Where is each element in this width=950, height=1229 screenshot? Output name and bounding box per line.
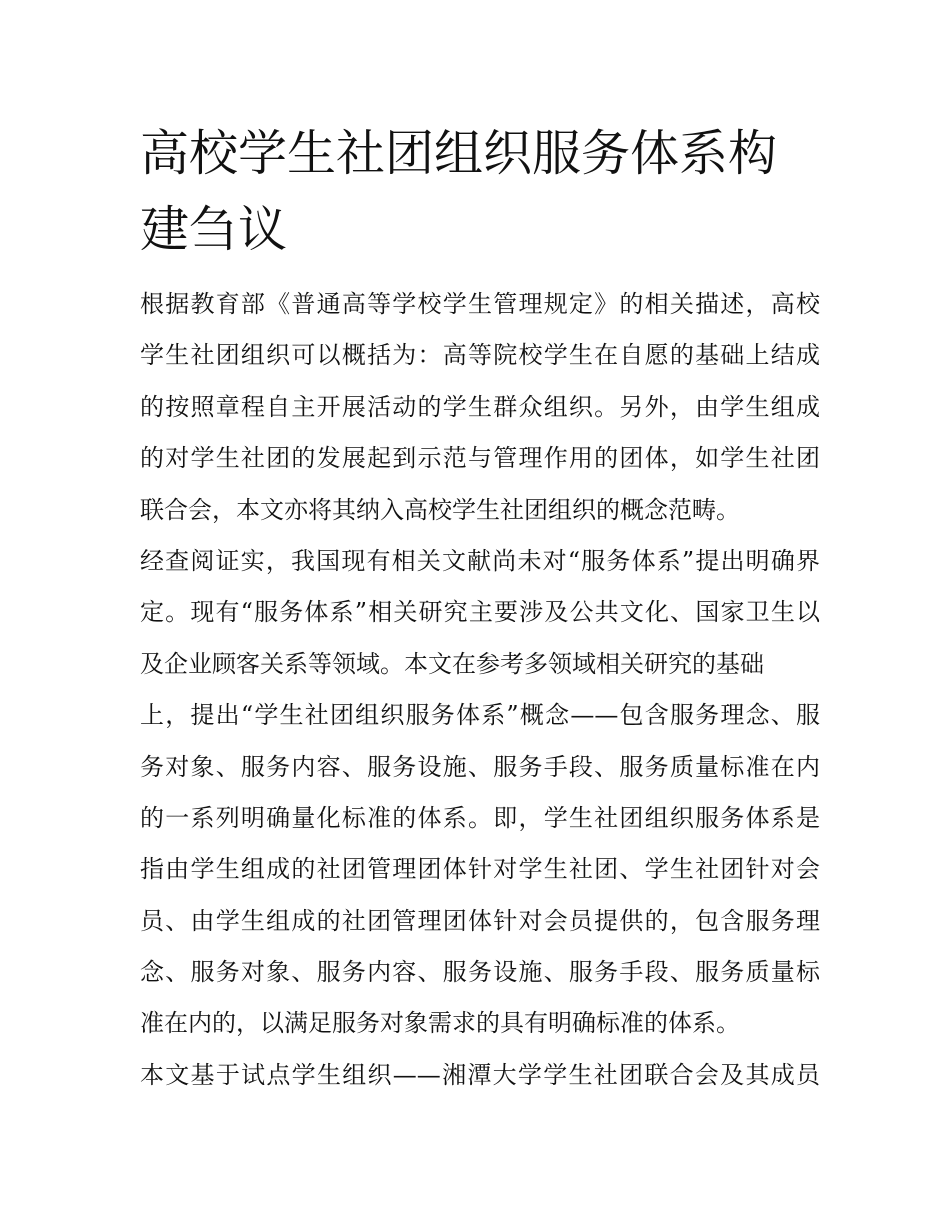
paragraph-line: 上，提出“学生社团组织服务体系”概念——包含服务理念、服 <box>140 701 820 730</box>
paragraph-line: 定。现有“服务体系”相关研究主要涉及公共文化、国家卫生以 <box>140 598 820 627</box>
paragraph-line: 务对象、服务内容、服务设施、服务手段、服务质量标准在内 <box>140 752 820 781</box>
paragraph-line: 的一系列明确量化标准的体系。即，学生社团组织服务体系是 <box>140 803 820 832</box>
paragraph-line: 准在内的，以满足服务对象需求的具有明确标准的体系。 <box>140 1009 740 1038</box>
paragraph-line: 联合会，本文亦将其纳入高校学生社团组织的概念范畴。 <box>140 495 740 524</box>
paragraph-line: 经查阅证实，我国现有相关文献尚未对“服务体系”提出明确界 <box>140 546 820 575</box>
paragraph-line: 及企业顾客关系等领域。本文在参考多领域相关研究的基础 <box>140 649 764 678</box>
title-line: 建刍议 <box>140 201 288 258</box>
paragraph-line: 学生社团组织可以概括为：高等院校学生在自愿的基础上结成 <box>140 341 820 370</box>
paragraph-line: 员、由学生组成的社团管理团体针对会员提供的，包含服务理 <box>140 906 820 935</box>
paragraph-line: 指由学生组成的社团管理团体针对学生社团、学生社团针对会 <box>140 855 820 884</box>
paragraph-line: 根据教育部《普通高等学校学生管理规定》的相关描述，高校 <box>140 290 820 318</box>
paragraph-line: 的对学生社团的发展起到示范与管理作用的团体，如学生社团 <box>140 444 820 473</box>
paragraph-line: 念、服务对象、服务内容、服务设施、服务手段、服务质量标 <box>140 958 820 987</box>
paragraph-line: 的按照章程自主开展活动的学生群众组织。另外，由学生组成 <box>140 392 820 421</box>
paragraph-line: 本文基于试点学生组织——湘潭大学学生社团联合会及其成员 <box>140 1060 820 1089</box>
document-title <box>140 116 820 268</box>
title-line: 高校学生社团组织服务体系构 <box>140 125 778 182</box>
body-text <box>140 279 820 1101</box>
